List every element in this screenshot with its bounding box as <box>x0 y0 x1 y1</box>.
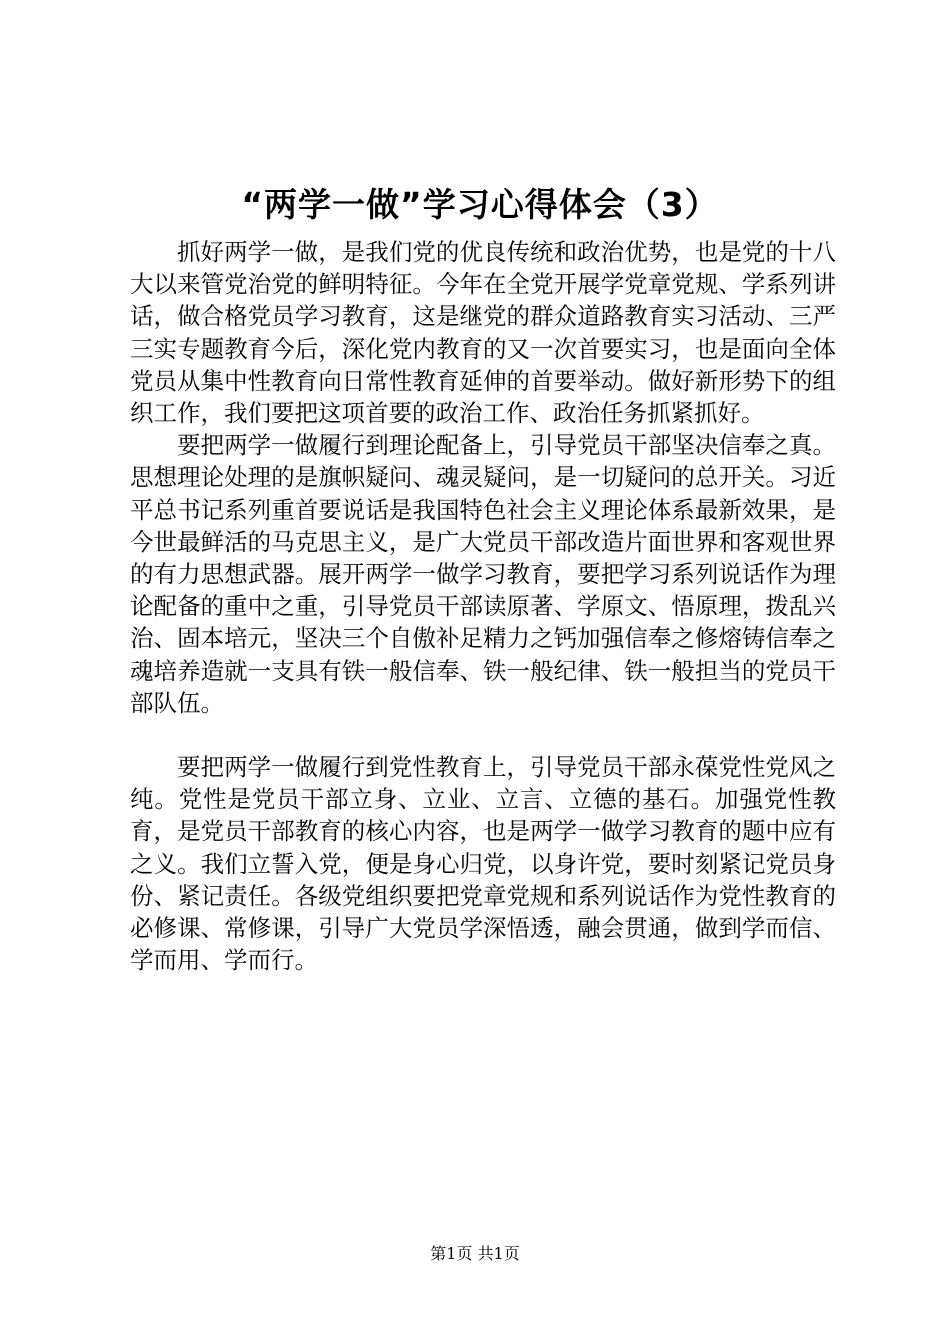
paragraph-1: 抓好两学一做，是我们党的优良传统和政治优势，也是党的十八大以来管党治党的鲜明特征。今年在全党开展学党章党规、学系列讲话，做合格党员学习教育，这是继党的群众道路教育实习活动、三严三实专题教育今后，深化党内教育的又一次首要实习，也是面向全体党员从集中性教育向日常性教育延伸的首要举动。做好新形势下的组织工作，我们要把这项首要的政治工作、政治任务抓紧抓好。 <box>130 238 836 428</box>
page-title: “两学一做”学习心得体会（3） <box>241 185 719 224</box>
paragraph-2: 要把两学一做履行到理论配备上，引导党员干部坚决信奉之真。思想理论处理的是旗帜疑问、魂灵疑问，是一切疑问的总开关。习近平总书记系列重首要说话是我国特色社会主义理论体系最新效果，是今世最鲜活的马克思主义，是广大党员干部改造片面世界和客观世界的有力思想武器。展开两学一做学习教育，要把学习系列说话作为理论配备的重中之重，引导党员干部读原著、学原文、悟原理，拨乱兴治、固本培元，坚决三个自傲补足精力之钙加强信奉之修熔铸信奉之魂培养造就一支具有铁一般信奉、铁一般纪律、铁一般担当的党员干部队伍。 <box>130 431 836 717</box>
page-footer: 第1页 共1页 <box>430 1244 520 1263</box>
document-body <box>130 236 836 976</box>
paragraph-3: 要把两学一做履行到党性教育上，引导党员干部永葆党性党风之纯。党性是党员干部立身、立业、立言、立德的基石。加强党性教育，是党员干部教育的核心内容，也是两学一做学习教育的题中应有之义。我们立誓入党，便是身心归党，以身许党，要时刻紧记党员身份、紧记责任。各级党组织要把党章党规和系列说话作为党性教育的必修课、常修课，引导广大党员学深悟透，融会贯通，做到学而信、学而用、学而行。 <box>130 753 836 975</box>
